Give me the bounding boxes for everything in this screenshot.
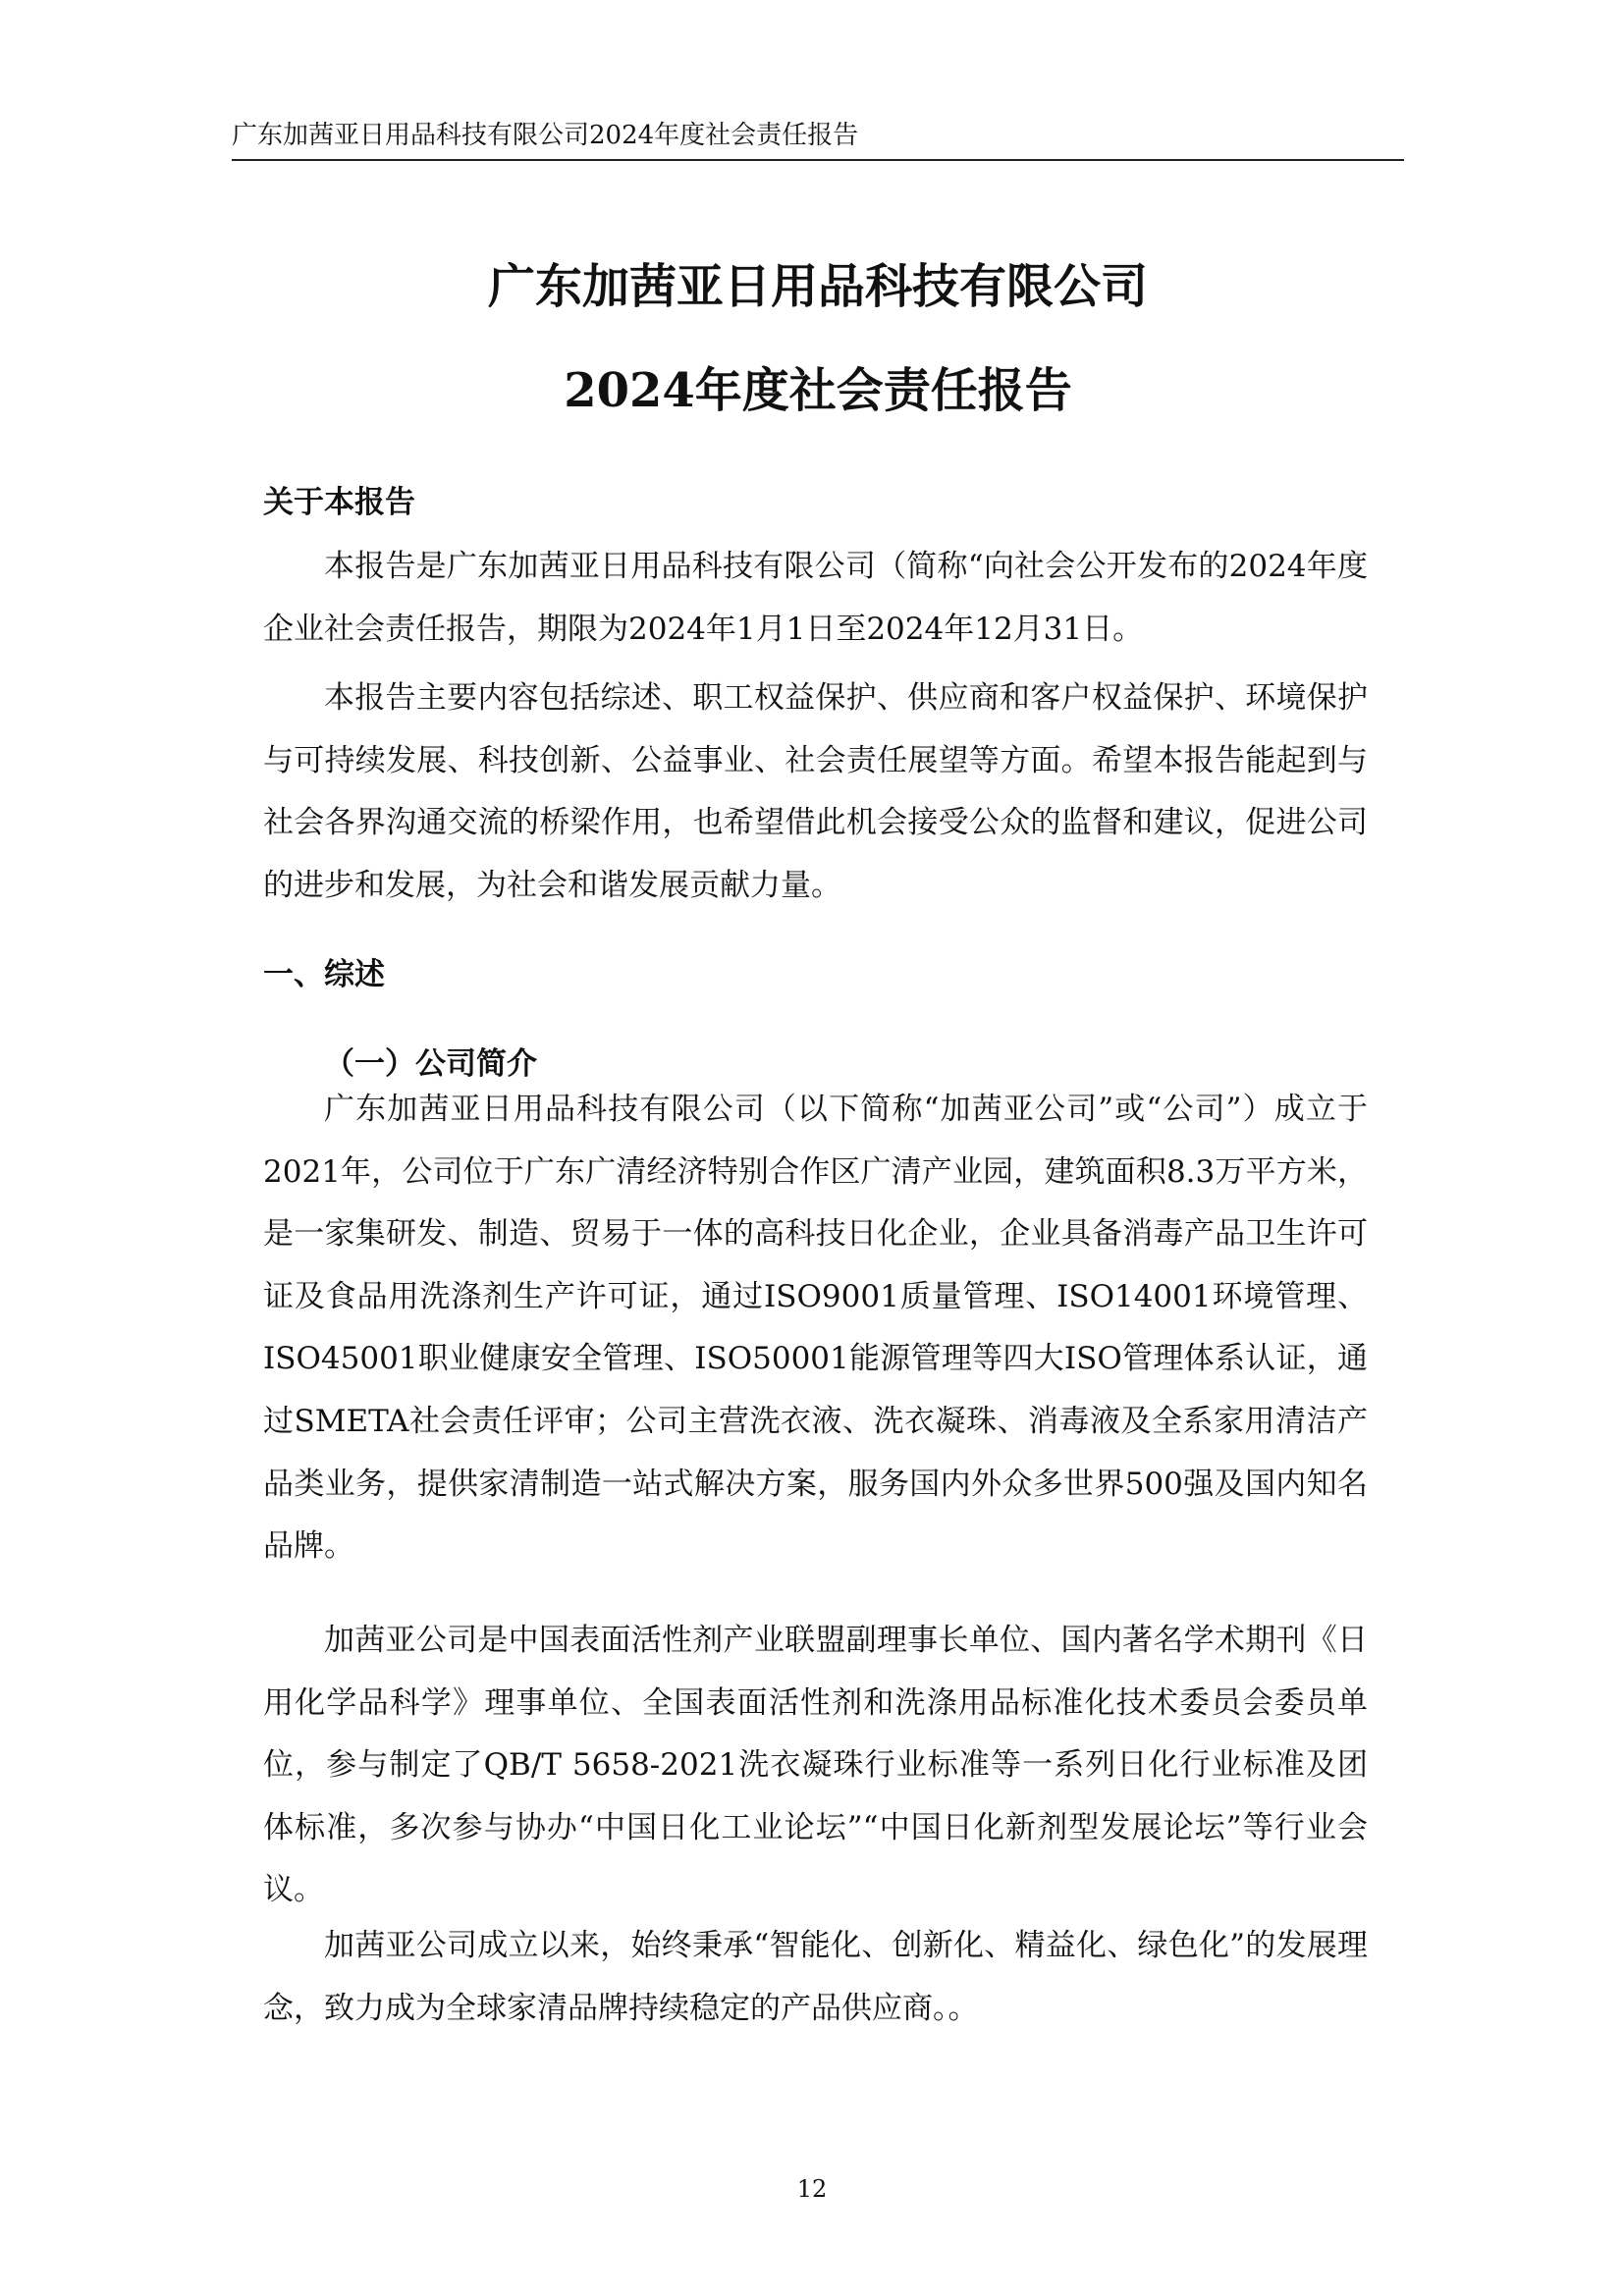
company-profile-paragraph-2: 加茜亚公司是中国表面活性剂产业联盟副理事长单位、国内著名学术期刊《日用化学品科学》理事单位、全国表面活性剂和洗涤用品标准化技术委员会委员单位，参与制定了QB/T 5658-2021洗衣凝珠行业标准等一系列日化行业标准及团体标准，多次参与协办“中国日化工业论坛”“中国日化新剂型发展论坛”等行业会议。 <box>263 1623 1368 1908</box>
document-title-line-1: 广东加茜亚日用品科技有限公司 <box>487 259 1148 314</box>
running-header-title: 广东加茜亚日用品科技有限公司2024年度社会责任报告 <box>232 121 859 150</box>
running-header <box>232 116 1404 161</box>
page-number: 12 <box>796 2175 828 2203</box>
document-title-line-2: 2024年度社会责任报告 <box>564 363 1072 418</box>
company-profile-paragraph-1: 广东加茜亚日用品科技有限公司（以下简称“加茜亚公司”或“公司”）成立于2021年，公司位于广东广清经济特别合作区广清产业园，建筑面积8.3万平方米，是一家集研发、制造、贸易于一体的高科技日化企业，企业具备消毒产品卫生许可证及食品用洗涤剂生产许可证，通过ISO9001质量管理、ISO14001环境管理、ISO45001职业健康安全管理、ISO50001能源管理等四大ISO管理体系认证，通过SMETA社会责任评审；公司主营洗衣液、洗衣凝珠、消毒液及全系家用清洁产品类业务，提供家清制造一站式解决方案，服务国内外众多世界500强及国内知名品牌。 <box>263 1092 1368 1565</box>
company-profile-paragraph-3: 加茜亚公司成立以来，始终秉承“智能化、创新化、精益化、绿色化”的发展理念，致力成为全球家清品牌持续稳定的产品供应商。。 <box>263 1928 1368 2026</box>
about-paragraph-1: 本报告是广东加茜亚日用品科技有限公司（简称“向社会公开发布的2024年度企业社会责任报告，期限为2024年1月1日至2024年12月31日。 <box>263 549 1368 647</box>
subsection-heading-company-profile: （一）公司简介 <box>324 1046 537 1082</box>
about-paragraph-2: 本报告主要内容包括综述、职工权益保护、供应商和客户权益保护、环境保护与可持续发展、科技创新、公益事业、社会责任展望等方面。希望本报告能起到与社会各界沟通交流的桥梁作用，也希望借此机会接受公众的监督和建议，促进公司的进步和发展，为社会和谐发展贡献力量。 <box>263 680 1368 903</box>
section-heading-about: 关于本报告 <box>263 485 415 520</box>
section-heading-overview: 一、综述 <box>263 957 385 992</box>
